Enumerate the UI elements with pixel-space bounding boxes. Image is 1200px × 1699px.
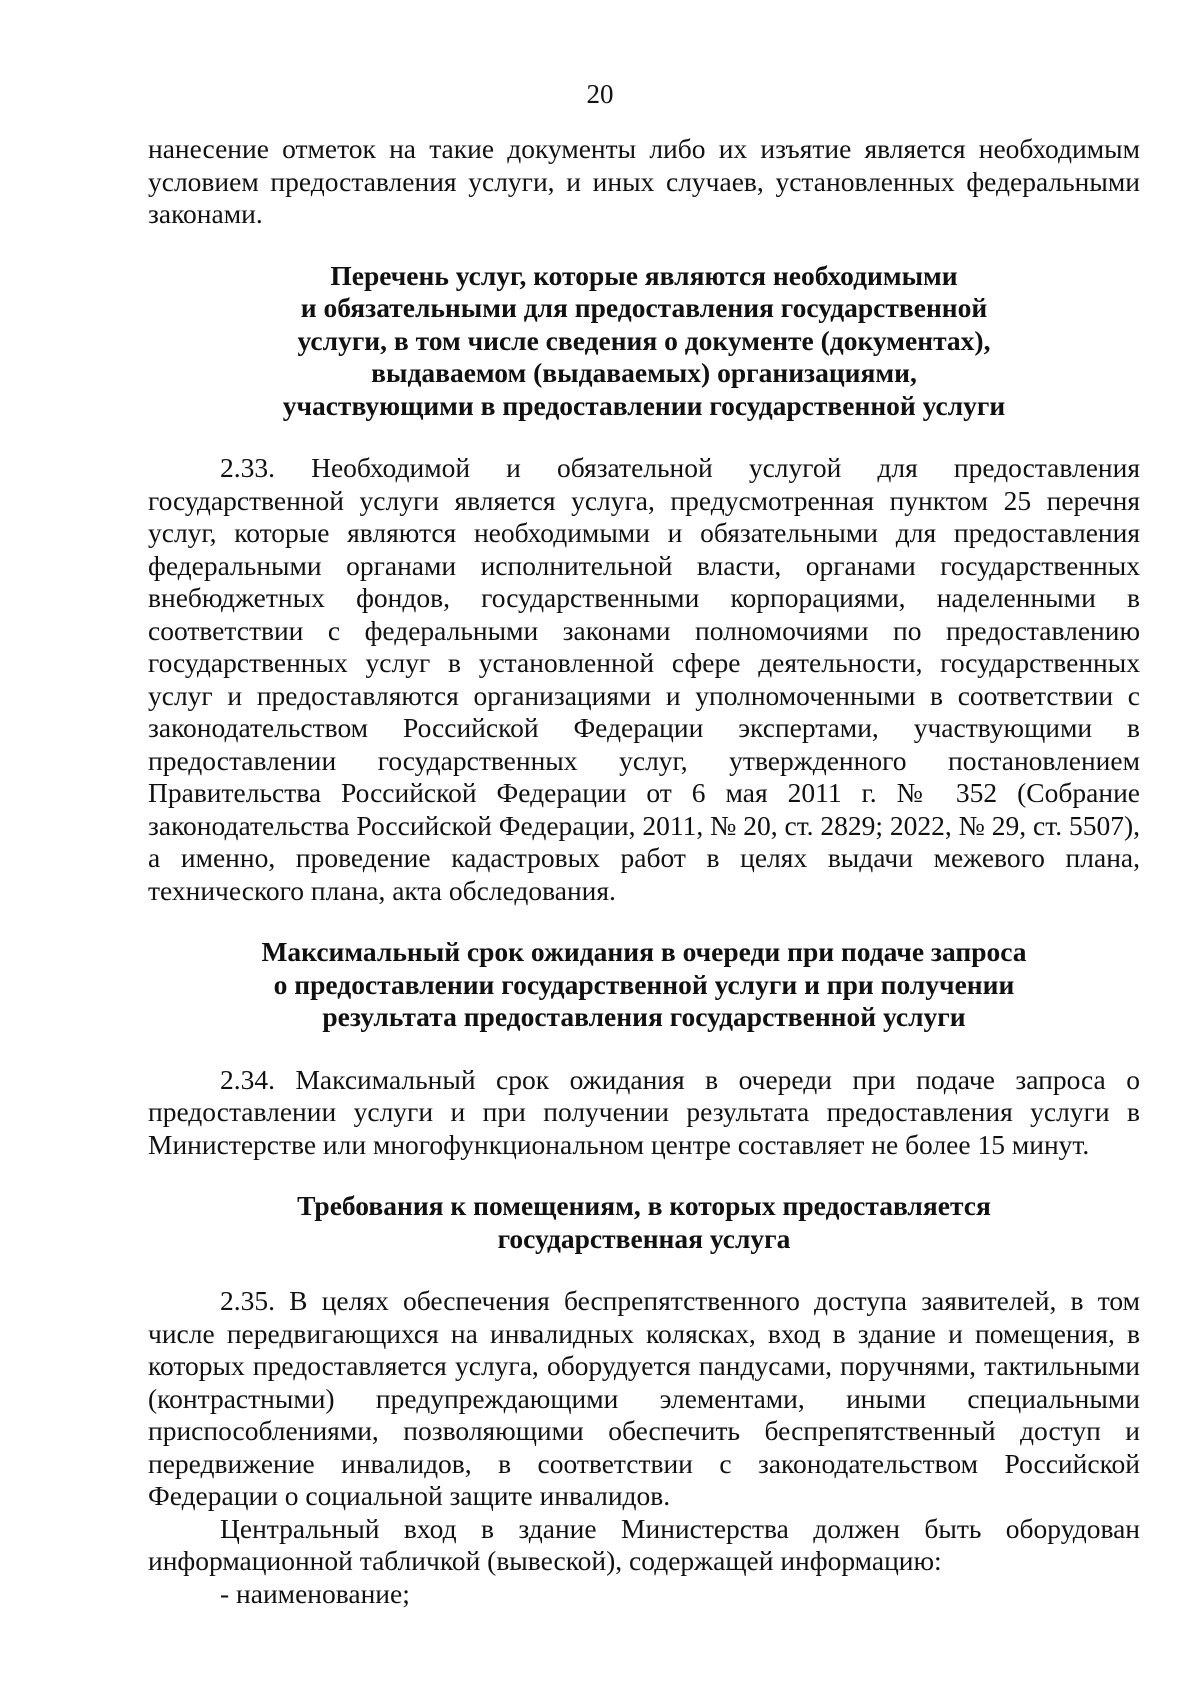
- heading-line: Требования к помещениям, в которых предоставляется: [297, 1190, 991, 1221]
- heading-line: участвующими в предоставлении государственной услуги: [282, 389, 1006, 421]
- paragraph-2-35: 2.35. В целях обеспечения беспрепятственного доступа заявителей, в том числе передвигающихся на инвалидных колясках, вход в здание и помещения, в которых предоставляется услуга, оборудуется пандусами, поручнями, тактильными (контрастными) предупреждающими элементами, иными специальными приспособлениями, позволяющими обеспечить беспрепятственный доступ и передвижение инвалидов, в соответствии с законодательством Российской Федерации о социальной защите инвалидов.: [148, 1285, 1140, 1511]
- paragraph-2-33: 2.33. Необходимой и обязательной услугой для предоставления государственной услуги является услуга, предусмотренная пунктом 25 перечня услуг, которые являются необходимыми и обязательными для предоставления федеральными органами исполнительной власти, органами государственных внебюджетных фондов, государственными корпорациями, наделенными в соответствии с федеральными законами полномочиями по предоставлению государственных услуг в установленной сфере деятельности, государственных услуг и предоставляются организациями и уполномоченными в соответствии с законодательством Российской Федерации экспертами, участвующими в предоставлении государственных услуг, утвержденного постановлением Правительства Российской Федерации от 6 мая 2011 г. № 352 (Собрание законодательства Российской Федерации, 2011, № 20, ст. 2829; 2022, № 29, ст. 5507), а именно, проведение кадастровых работ в целях выдачи межевого плана, технического плана, акта обследования.: [148, 452, 1140, 906]
- paragraph-2-34: 2.34. Максимальный срок ожидания в очереди при подаче запроса о предоставлении услуги и при получении результата предоставления услуги в Министерстве или многофункциональном центре составляет не более 15 минут.: [148, 1063, 1140, 1160]
- section-heading-waiting-time: [148, 936, 1140, 1034]
- section-heading-services-list: [148, 260, 1140, 423]
- heading-line: и обязательными для предоставления государственной: [300, 292, 988, 323]
- heading-line: государственная услуга: [497, 1222, 791, 1254]
- heading-line: Максимальный срок ожидания в очереди при подаче запроса: [261, 936, 1027, 967]
- list-item: - наименование;: [220, 1577, 410, 1609]
- heading-line: услуги, в том числе сведения о документе (документах),: [297, 324, 991, 356]
- document-body: [148, 133, 1140, 1610]
- section-heading-premises-requirements: [148, 1190, 1140, 1255]
- intro-paragraph: нанесение отметок на такие документы либо их изъятие является необходимым условием предоставления услуги, и иных случаев, установленных федеральными законами.: [148, 133, 1140, 229]
- heading-line: выдаваемом (выдаваемых) организациями,: [371, 357, 917, 388]
- heading-line: Перечень услуг, которые являются необходимыми: [330, 259, 958, 291]
- paragraph-central-entrance: Центральный вход в здание Министерства должен быть оборудован информационной табличкой (вывеской), содержащей информацию:: [148, 1512, 1140, 1576]
- page-number: 20: [586, 79, 614, 109]
- heading-line: о предоставлении государственной услуги и при получении: [273, 968, 1015, 1000]
- heading-line: результата предоставления государственной услуги: [322, 1001, 966, 1032]
